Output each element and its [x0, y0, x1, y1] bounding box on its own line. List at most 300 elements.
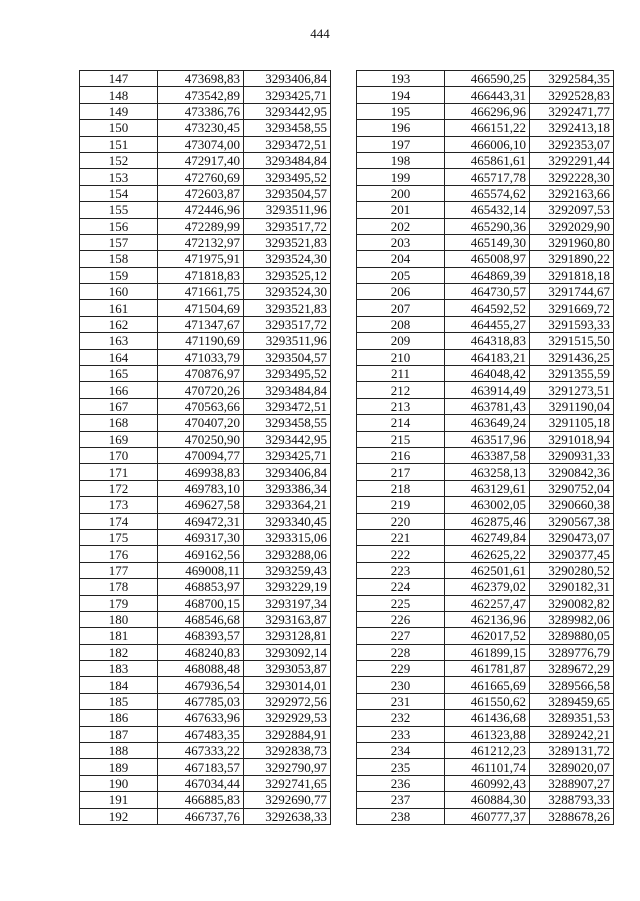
- table-row: [357, 251, 614, 267]
- y-coordinate-cell: 3292353,07: [530, 136, 614, 152]
- x-coordinate-cell: 472132,97: [158, 234, 244, 250]
- x-coordinate-cell: 461436,68: [445, 710, 530, 726]
- table-row: [357, 87, 614, 103]
- x-coordinate-cell: 471347,67: [158, 316, 244, 332]
- point-number-cell: 159: [80, 267, 158, 283]
- x-coordinate-cell: 462625,22: [445, 546, 530, 562]
- x-coordinate-cell: 460884,30: [445, 792, 530, 808]
- table-row: [357, 497, 614, 513]
- table-row: [357, 677, 614, 693]
- point-number-cell: 197: [357, 136, 445, 152]
- x-coordinate-cell: 463129,61: [445, 480, 530, 496]
- point-number-cell: 216: [357, 447, 445, 463]
- table-row: [357, 693, 614, 709]
- y-coordinate-cell: 3293442,95: [244, 103, 331, 119]
- table-row: [80, 513, 331, 529]
- y-coordinate-cell: 3293458,55: [244, 120, 331, 136]
- point-number-cell: 167: [80, 398, 158, 414]
- x-coordinate-cell: 463649,24: [445, 415, 530, 431]
- x-coordinate-cell: 473698,83: [158, 71, 244, 87]
- y-coordinate-cell: 3289351,53: [530, 710, 614, 726]
- table-row: [357, 136, 614, 152]
- y-coordinate-cell: 3289672,29: [530, 661, 614, 677]
- y-coordinate-cell: 3291355,59: [530, 366, 614, 382]
- table-row: [80, 398, 331, 414]
- y-coordinate-cell: 3292163,66: [530, 185, 614, 201]
- point-number-cell: 238: [357, 808, 445, 824]
- point-number-cell: 235: [357, 759, 445, 775]
- x-coordinate-cell: 461550,62: [445, 693, 530, 709]
- table-row: [80, 497, 331, 513]
- table-row: [80, 284, 331, 300]
- coordinates-table-left: [79, 70, 331, 825]
- table-row: [80, 611, 331, 627]
- x-coordinate-cell: 463002,05: [445, 497, 530, 513]
- y-coordinate-cell: 3292929,53: [244, 710, 331, 726]
- point-number-cell: 155: [80, 202, 158, 218]
- table-row: [357, 300, 614, 316]
- x-coordinate-cell: 464869,39: [445, 267, 530, 283]
- table-row: [357, 267, 614, 283]
- y-coordinate-cell: 3293364,21: [244, 497, 331, 513]
- point-number-cell: 191: [80, 792, 158, 808]
- table-row: [80, 661, 331, 677]
- x-coordinate-cell: 465432,14: [445, 202, 530, 218]
- point-number-cell: 237: [357, 792, 445, 808]
- y-coordinate-cell: 3293442,95: [244, 431, 331, 447]
- table-row: [357, 398, 614, 414]
- y-coordinate-cell: 3292838,73: [244, 743, 331, 759]
- table-row: [80, 120, 331, 136]
- table-body: [80, 71, 331, 825]
- y-coordinate-cell: 3291669,72: [530, 300, 614, 316]
- y-coordinate-cell: 3292584,35: [530, 71, 614, 87]
- table-row: [357, 546, 614, 562]
- table-row: [357, 595, 614, 611]
- y-coordinate-cell: 3293495,52: [244, 366, 331, 382]
- y-coordinate-cell: 3293524,30: [244, 251, 331, 267]
- table-row: [357, 152, 614, 168]
- x-coordinate-cell: 464318,83: [445, 333, 530, 349]
- table-row: [80, 693, 331, 709]
- table-row: [357, 792, 614, 808]
- table-body: [357, 71, 614, 825]
- point-number-cell: 201: [357, 202, 445, 218]
- y-coordinate-cell: 3293406,84: [244, 464, 331, 480]
- point-number-cell: 208: [357, 316, 445, 332]
- x-coordinate-cell: 467034,44: [158, 775, 244, 791]
- point-number-cell: 231: [357, 693, 445, 709]
- y-coordinate-cell: 3293511,96: [244, 333, 331, 349]
- y-coordinate-cell: 3290567,38: [530, 513, 614, 529]
- y-coordinate-cell: 3292741,65: [244, 775, 331, 791]
- table-row: [357, 447, 614, 463]
- y-coordinate-cell: 3292097,53: [530, 202, 614, 218]
- point-number-cell: 163: [80, 333, 158, 349]
- y-coordinate-cell: 3291018,94: [530, 431, 614, 447]
- y-coordinate-cell: 3292413,18: [530, 120, 614, 136]
- table-row: [357, 382, 614, 398]
- point-number-cell: 147: [80, 71, 158, 87]
- point-number-cell: 190: [80, 775, 158, 791]
- y-coordinate-cell: 3288678,26: [530, 808, 614, 824]
- table-row: [80, 185, 331, 201]
- x-coordinate-cell: 469783,10: [158, 480, 244, 496]
- point-number-cell: 169: [80, 431, 158, 447]
- x-coordinate-cell: 460992,43: [445, 775, 530, 791]
- table-row: [80, 87, 331, 103]
- point-number-cell: 229: [357, 661, 445, 677]
- table-row: [357, 759, 614, 775]
- y-coordinate-cell: 3290931,33: [530, 447, 614, 463]
- point-number-cell: 219: [357, 497, 445, 513]
- point-number-cell: 222: [357, 546, 445, 562]
- table-row: [80, 136, 331, 152]
- x-coordinate-cell: 468240,83: [158, 644, 244, 660]
- x-coordinate-cell: 466443,31: [445, 87, 530, 103]
- x-coordinate-cell: 473386,76: [158, 103, 244, 119]
- table-row: [357, 710, 614, 726]
- table-row: [357, 480, 614, 496]
- x-coordinate-cell: 461101,74: [445, 759, 530, 775]
- y-coordinate-cell: 3293406,84: [244, 71, 331, 87]
- x-coordinate-cell: 466006,10: [445, 136, 530, 152]
- point-number-cell: 162: [80, 316, 158, 332]
- table-row: [80, 349, 331, 365]
- y-coordinate-cell: 3290842,36: [530, 464, 614, 480]
- y-coordinate-cell: 3292029,90: [530, 218, 614, 234]
- y-coordinate-cell: 3293288,06: [244, 546, 331, 562]
- table-row: [357, 775, 614, 791]
- y-coordinate-cell: 3290182,31: [530, 579, 614, 595]
- x-coordinate-cell: 471818,83: [158, 267, 244, 283]
- table-row: [357, 743, 614, 759]
- y-coordinate-cell: 3293504,57: [244, 185, 331, 201]
- y-coordinate-cell: 3292790,97: [244, 759, 331, 775]
- table-row: [80, 464, 331, 480]
- point-number-cell: 233: [357, 726, 445, 742]
- point-number-cell: 175: [80, 529, 158, 545]
- table-row: [80, 366, 331, 382]
- point-number-cell: 209: [357, 333, 445, 349]
- x-coordinate-cell: 467633,96: [158, 710, 244, 726]
- y-coordinate-cell: 3290082,82: [530, 595, 614, 611]
- point-number-cell: 151: [80, 136, 158, 152]
- table-row: [80, 415, 331, 431]
- y-coordinate-cell: 3293517,72: [244, 218, 331, 234]
- point-number-cell: 204: [357, 251, 445, 267]
- x-coordinate-cell: 470407,20: [158, 415, 244, 431]
- point-number-cell: 228: [357, 644, 445, 660]
- y-coordinate-cell: 3290752,04: [530, 480, 614, 496]
- x-coordinate-cell: 466296,96: [445, 103, 530, 119]
- point-number-cell: 198: [357, 152, 445, 168]
- x-coordinate-cell: 472289,99: [158, 218, 244, 234]
- y-coordinate-cell: 3289020,07: [530, 759, 614, 775]
- y-coordinate-cell: 3293484,84: [244, 152, 331, 168]
- x-coordinate-cell: 467483,35: [158, 726, 244, 742]
- x-coordinate-cell: 461323,88: [445, 726, 530, 742]
- table-row: [80, 382, 331, 398]
- y-coordinate-cell: 3292884,91: [244, 726, 331, 742]
- table-row: [357, 333, 614, 349]
- table-row: [357, 661, 614, 677]
- point-number-cell: 171: [80, 464, 158, 480]
- y-coordinate-cell: 3290280,52: [530, 562, 614, 578]
- y-coordinate-cell: 3293484,84: [244, 382, 331, 398]
- x-coordinate-cell: 463914,49: [445, 382, 530, 398]
- x-coordinate-cell: 472760,69: [158, 169, 244, 185]
- table-row: [357, 644, 614, 660]
- x-coordinate-cell: 464592,52: [445, 300, 530, 316]
- y-coordinate-cell: 3293053,87: [244, 661, 331, 677]
- y-coordinate-cell: 3289880,05: [530, 628, 614, 644]
- x-coordinate-cell: 465290,36: [445, 218, 530, 234]
- y-coordinate-cell: 3290377,45: [530, 546, 614, 562]
- table-row: [80, 743, 331, 759]
- point-number-cell: 194: [357, 87, 445, 103]
- x-coordinate-cell: 462017,52: [445, 628, 530, 644]
- x-coordinate-cell: 465717,78: [445, 169, 530, 185]
- point-number-cell: 170: [80, 447, 158, 463]
- table-row: [80, 447, 331, 463]
- y-coordinate-cell: 3293525,12: [244, 267, 331, 283]
- point-number-cell: 176: [80, 546, 158, 562]
- x-coordinate-cell: 469938,83: [158, 464, 244, 480]
- y-coordinate-cell: 3291890,22: [530, 251, 614, 267]
- x-coordinate-cell: 462136,96: [445, 611, 530, 627]
- y-coordinate-cell: 3291960,80: [530, 234, 614, 250]
- x-coordinate-cell: 472446,96: [158, 202, 244, 218]
- x-coordinate-cell: 468853,97: [158, 579, 244, 595]
- point-number-cell: 234: [357, 743, 445, 759]
- table-row: [80, 202, 331, 218]
- table-row: [80, 218, 331, 234]
- x-coordinate-cell: 471504,69: [158, 300, 244, 316]
- x-coordinate-cell: 471975,91: [158, 251, 244, 267]
- table-row: [80, 267, 331, 283]
- y-coordinate-cell: 3293524,30: [244, 284, 331, 300]
- y-coordinate-cell: 3292690,77: [244, 792, 331, 808]
- x-coordinate-cell: 473542,89: [158, 87, 244, 103]
- point-number-cell: 179: [80, 595, 158, 611]
- y-coordinate-cell: 3293517,72: [244, 316, 331, 332]
- point-number-cell: 153: [80, 169, 158, 185]
- table-row: [357, 202, 614, 218]
- point-number-cell: 230: [357, 677, 445, 693]
- y-coordinate-cell: 3293521,83: [244, 234, 331, 250]
- x-coordinate-cell: 462501,61: [445, 562, 530, 578]
- point-number-cell: 157: [80, 234, 158, 250]
- point-number-cell: 161: [80, 300, 158, 316]
- x-coordinate-cell: 461212,23: [445, 743, 530, 759]
- y-coordinate-cell: 3293425,71: [244, 87, 331, 103]
- table-row: [80, 759, 331, 775]
- x-coordinate-cell: 462257,47: [445, 595, 530, 611]
- y-coordinate-cell: 3288793,33: [530, 792, 614, 808]
- y-coordinate-cell: 3292528,83: [530, 87, 614, 103]
- x-coordinate-cell: 470250,90: [158, 431, 244, 447]
- point-number-cell: 195: [357, 103, 445, 119]
- point-number-cell: 221: [357, 529, 445, 545]
- y-coordinate-cell: 3288907,27: [530, 775, 614, 791]
- table-row: [357, 349, 614, 365]
- x-coordinate-cell: 469008,11: [158, 562, 244, 578]
- x-coordinate-cell: 466737,76: [158, 808, 244, 824]
- y-coordinate-cell: 3293511,96: [244, 202, 331, 218]
- point-number-cell: 168: [80, 415, 158, 431]
- point-number-cell: 188: [80, 743, 158, 759]
- y-coordinate-cell: 3292972,56: [244, 693, 331, 709]
- y-coordinate-cell: 3293340,45: [244, 513, 331, 529]
- x-coordinate-cell: 470876,97: [158, 366, 244, 382]
- point-number-cell: 180: [80, 611, 158, 627]
- y-coordinate-cell: 3289242,21: [530, 726, 614, 742]
- table-row: [80, 808, 331, 824]
- point-number-cell: 164: [80, 349, 158, 365]
- point-number-cell: 212: [357, 382, 445, 398]
- point-number-cell: 187: [80, 726, 158, 742]
- x-coordinate-cell: 464183,21: [445, 349, 530, 365]
- table-row: [357, 71, 614, 87]
- table-row: [80, 628, 331, 644]
- y-coordinate-cell: 3290660,38: [530, 497, 614, 513]
- point-number-cell: 200: [357, 185, 445, 201]
- table-row: [80, 234, 331, 250]
- x-coordinate-cell: 468393,57: [158, 628, 244, 644]
- x-coordinate-cell: 463387,58: [445, 447, 530, 463]
- y-coordinate-cell: 3291744,67: [530, 284, 614, 300]
- y-coordinate-cell: 3292228,30: [530, 169, 614, 185]
- table-row: [357, 103, 614, 119]
- point-number-cell: 203: [357, 234, 445, 250]
- x-coordinate-cell: 468700,15: [158, 595, 244, 611]
- point-number-cell: 223: [357, 562, 445, 578]
- y-coordinate-cell: 3293197,34: [244, 595, 331, 611]
- point-number-cell: 213: [357, 398, 445, 414]
- x-coordinate-cell: 462379,02: [445, 579, 530, 595]
- point-number-cell: 211: [357, 366, 445, 382]
- x-coordinate-cell: 463781,43: [445, 398, 530, 414]
- y-coordinate-cell: 3293495,52: [244, 169, 331, 185]
- point-number-cell: 178: [80, 579, 158, 595]
- point-number-cell: 214: [357, 415, 445, 431]
- point-number-cell: 206: [357, 284, 445, 300]
- x-coordinate-cell: 471190,69: [158, 333, 244, 349]
- point-number-cell: 199: [357, 169, 445, 185]
- table-row: [357, 726, 614, 742]
- table-row: [80, 562, 331, 578]
- y-coordinate-cell: 3293425,71: [244, 447, 331, 463]
- y-coordinate-cell: 3291190,04: [530, 398, 614, 414]
- table-row: [80, 152, 331, 168]
- y-coordinate-cell: 3293163,87: [244, 611, 331, 627]
- table-row: [357, 808, 614, 824]
- page-number: 444: [310, 26, 330, 41]
- y-coordinate-cell: 3289566,58: [530, 677, 614, 693]
- table-row: [357, 628, 614, 644]
- table-row: [357, 579, 614, 595]
- point-number-cell: 226: [357, 611, 445, 627]
- y-coordinate-cell: 3291593,33: [530, 316, 614, 332]
- x-coordinate-cell: 472917,40: [158, 152, 244, 168]
- y-coordinate-cell: 3289982,06: [530, 611, 614, 627]
- x-coordinate-cell: 467183,57: [158, 759, 244, 775]
- table-row: [80, 431, 331, 447]
- point-number-cell: 236: [357, 775, 445, 791]
- x-coordinate-cell: 465008,97: [445, 251, 530, 267]
- point-number-cell: 158: [80, 251, 158, 267]
- x-coordinate-cell: 471033,79: [158, 349, 244, 365]
- y-coordinate-cell: 3293472,51: [244, 398, 331, 414]
- table-row: [357, 415, 614, 431]
- x-coordinate-cell: 461899,15: [445, 644, 530, 660]
- x-coordinate-cell: 464730,57: [445, 284, 530, 300]
- x-coordinate-cell: 470094,77: [158, 447, 244, 463]
- y-coordinate-cell: 3293128,81: [244, 628, 331, 644]
- table-row: [80, 480, 331, 496]
- point-number-cell: 174: [80, 513, 158, 529]
- point-number-cell: 152: [80, 152, 158, 168]
- table-row: [80, 103, 331, 119]
- table-row: [357, 316, 614, 332]
- x-coordinate-cell: 462749,84: [445, 529, 530, 545]
- x-coordinate-cell: 470563,66: [158, 398, 244, 414]
- table-row: [357, 513, 614, 529]
- y-coordinate-cell: 3293014,01: [244, 677, 331, 693]
- table-row: [357, 611, 614, 627]
- point-number-cell: 181: [80, 628, 158, 644]
- table-row: [357, 284, 614, 300]
- x-coordinate-cell: 467333,22: [158, 743, 244, 759]
- y-coordinate-cell: 3293472,51: [244, 136, 331, 152]
- x-coordinate-cell: 472603,87: [158, 185, 244, 201]
- x-coordinate-cell: 470720,26: [158, 382, 244, 398]
- point-number-cell: 148: [80, 87, 158, 103]
- point-number-cell: 183: [80, 661, 158, 677]
- y-coordinate-cell: 3292291,44: [530, 152, 614, 168]
- x-coordinate-cell: 464048,42: [445, 366, 530, 382]
- table-row: [80, 529, 331, 545]
- x-coordinate-cell: 461665,69: [445, 677, 530, 693]
- point-number-cell: 173: [80, 497, 158, 513]
- table-row: [80, 333, 331, 349]
- point-number-cell: 185: [80, 693, 158, 709]
- point-number-cell: 227: [357, 628, 445, 644]
- point-number-cell: 210: [357, 349, 445, 365]
- point-number-cell: 189: [80, 759, 158, 775]
- point-number-cell: 207: [357, 300, 445, 316]
- point-number-cell: 215: [357, 431, 445, 447]
- table-row: [80, 677, 331, 693]
- table-row: [80, 251, 331, 267]
- point-number-cell: 205: [357, 267, 445, 283]
- coordinates-table-right: [356, 70, 614, 825]
- y-coordinate-cell: 3293229,19: [244, 579, 331, 595]
- table-row: [80, 579, 331, 595]
- point-number-cell: 166: [80, 382, 158, 398]
- y-coordinate-cell: 3289776,79: [530, 644, 614, 660]
- table-row: [80, 726, 331, 742]
- table-row: [80, 775, 331, 791]
- point-number-cell: 192: [80, 808, 158, 824]
- point-number-cell: 156: [80, 218, 158, 234]
- point-number-cell: 149: [80, 103, 158, 119]
- point-number-cell: 196: [357, 120, 445, 136]
- x-coordinate-cell: 464455,27: [445, 316, 530, 332]
- x-coordinate-cell: 466590,25: [445, 71, 530, 87]
- y-coordinate-cell: 3290473,07: [530, 529, 614, 545]
